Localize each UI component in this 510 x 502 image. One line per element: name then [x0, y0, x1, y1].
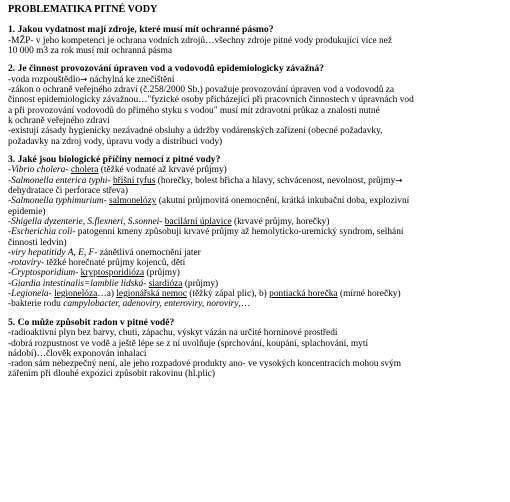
pathogen-name: Salmonella enterica typhi — [11, 175, 108, 186]
pathogen-name: Giardia intestinalis=lamblie lidská — [11, 278, 144, 289]
list-item: -Salmonella enterica typhi- břišní tyfus (horečky, bolest břicha a hlavy, schvácenost, nevolnost, průjmy→ — [8, 175, 403, 186]
right-arrow-icon: → — [395, 175, 403, 186]
answer-line: zářením při dlouhé expozici způsobit rakovinu (hl.plic) — [8, 369, 215, 380]
pathogen-name: Escherichia coli — [11, 227, 73, 238]
pathogen-name: viry hepatitidy A, E, F — [11, 247, 95, 258]
document — [8, 4, 504, 388]
list-item: -Vibrio cholera- cholera (těžké vodnaté až krvavé průjmy) — [8, 165, 227, 176]
pathogen-name: rotaviry — [11, 258, 41, 269]
item-text: …a) — [97, 289, 114, 300]
answer-text: náchylná ke znečištění — [89, 74, 175, 85]
item-text: - patogenní kmeny způsobují krvavé průjmy až hemolyticko-uremický syndrom, selhání — [72, 227, 404, 238]
document-title: PROBLEMATIKA PITNÉ VODY — [8, 4, 158, 15]
item-text: (akutní průjmovitá onemocnění, krátká inkubační doba, explozivní — [158, 196, 410, 207]
list-item-continuation: epidemie) — [8, 206, 46, 217]
section-5 — [8, 318, 504, 380]
item-text: (průjmy) — [146, 268, 180, 279]
question-2: 2. Je činnost provozování úpraven vod a vodovodů epidemiologicky závažná? — [8, 63, 324, 75]
answer-line: nádobí)…člověk exponován inhalací — [8, 348, 147, 359]
answer-line: -radioaktivní plyn bez barvy, chuti, zápachu, výskyt vázán na určité horninové prostředí — [8, 328, 338, 339]
item-text: (mírné horečky) — [339, 289, 401, 300]
question-5: 5. Co může způsobit radon v pitné vodě? — [8, 316, 175, 328]
item-text: (krvavé průjmy, horečky) — [234, 216, 330, 227]
disease-name: legionářská nemoc — [116, 289, 187, 300]
list-item: -Salmonella typhimurium- salmonelózy (akutní průjmovitá onemocnění, krátká inkubační doba, explozivní — [8, 196, 410, 207]
list-item: -Escherichia coli- patogenní kmeny způsobují krvavé průjmy až hemolyticko-uremický syndrom, selhání — [8, 227, 404, 238]
answer-line: 10 000 m3 za rok musí mít ochranná pásma — [8, 45, 173, 56]
answer-line: -dobrá rozpustnost ve vodě a ještě lépe se z ní uvolňuje (sprchování, koupání, splachování, mytí — [8, 338, 369, 349]
pathogen-name: campylobacter, adenoviry, enteroviry, noroviry — [63, 299, 239, 310]
section-1 — [8, 25, 504, 56]
question-3: 3. Jaké jsou biologické příčiny nemocí z pitné vody? — [8, 153, 221, 165]
pathogen-name: Legionela — [11, 289, 49, 300]
disease-name: siardióza — [148, 278, 183, 289]
pathogen-name: Cryptosporidium — [11, 268, 76, 279]
item-text: (těžké vodnaté až krvavé průjmy) — [100, 165, 227, 176]
list-item: -Cryptosporidium- kryptosporidióza (průjmy) — [8, 268, 180, 279]
list-item: -viry hepatitidy A, E, F- zánětlivá onemocnění jater — [8, 247, 201, 258]
section-2 — [8, 64, 504, 147]
list-item: -rotaviry- těžké horečnaté průjmy kojenců, dětí — [8, 258, 186, 269]
item-text: - těžké horečnaté průjmy kojenců, dětí — [40, 258, 186, 269]
disease-name: salmonelózy — [109, 196, 157, 207]
answer-line: -MŽP- v jeho kompetenci je ochrana vodních zdrojů…všechny zdroje pitné vody produkující více než — [8, 35, 392, 46]
pathogen-name: Shigella dyzenterie, S.flexneri, S.sonnei — [11, 216, 160, 227]
right-arrow-icon: → — [80, 74, 88, 85]
answer-line: požadavky na zdroj vody, úpravu vody a distribuci vody) — [8, 136, 223, 147]
answer-line: a při provozování vodovodů do přímého styku s vodou" musí mít zdravotní průkaz a znalosti nutné — [8, 105, 380, 116]
list-item-continuation: dehydratace či perforace střeva) — [8, 186, 128, 197]
list-item: -Giardia intestinalis=lamblie lidská- siardióza (průjmy) — [8, 278, 219, 289]
answer-line: činnost epidemiologicky závažnou…"fyzické osoby přicházející při pracovních činnostech v úpravnách vod — [8, 95, 414, 106]
answer-line: -existují zásady hygienicky nezávadné obsluhy a údržby vodárenských zařízení (obecné požadavky, — [8, 126, 383, 137]
disease-name: legionelóza — [54, 289, 98, 300]
pathogen-name: Salmonella typhimurium — [11, 196, 104, 207]
item-text: -bakterie rodu — [8, 299, 64, 310]
disease-name: pontiacká horečka — [269, 289, 338, 300]
answer-line: k ochraně veřejného zdraví — [8, 115, 110, 126]
item-text: (těžký zápal plic), b) — [189, 289, 267, 300]
item-text: (průjmy) — [184, 278, 219, 289]
list-item-continuation: činnosti ledvin) — [8, 237, 67, 248]
item-text: ,… — [238, 299, 251, 310]
disease-name: cholera — [70, 165, 99, 176]
section-3 — [8, 155, 504, 310]
disease-name: kryptosporidióza — [80, 268, 145, 279]
disease-name: břišní tyfus — [112, 175, 156, 186]
item-text: - zánětlivá onemocnění jater — [94, 247, 201, 258]
answer-line: -radon sám nebezpečný není, ale jeho rozpadové produkty ano- ve vysokých koncentracích mohou svým — [8, 359, 402, 370]
answer-line — [8, 75, 504, 85]
list-item — [8, 299, 504, 309]
list-item: -Shigella dyzenterie, S.flexneri, S.sonnei- bacilární úplavice (krvavé průjmy, horečky) — [8, 216, 330, 227]
pathogen-name: Vibrio cholera — [11, 165, 66, 176]
answer-line: -zákon o ochraně veřejného zdraví (č.258/2000 Sb.) považuje provozování úpraven vod a vodovodů za — [8, 85, 395, 96]
answer-text: -voda rozpouštědlo — [8, 74, 81, 85]
item-text: (horečky, bolest břicha a hlavy, schvácenost, nevolnost, průjmy — [157, 175, 396, 186]
disease-name: bacilární úplavice — [164, 216, 232, 227]
question-1: 1. Jakou vydatnost mají zdroje, které musí mít ochranné pásmo? — [8, 24, 274, 35]
list-item: -Legionela- legionelóza…a) legionářská nemoc (těžký zápal plic), b) pontiacká horečka (mírné horečky) — [8, 289, 401, 300]
